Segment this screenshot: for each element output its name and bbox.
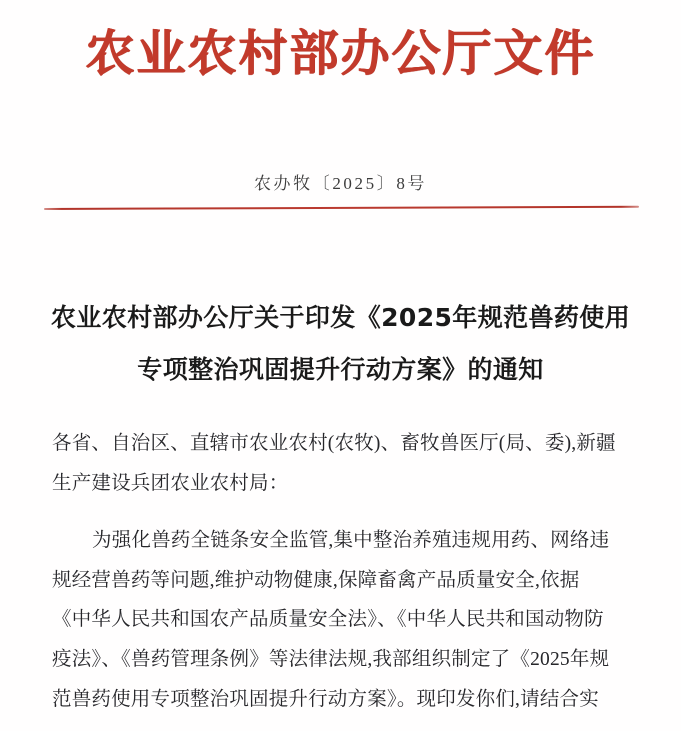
masthead-title: 农业农村部办公厅文件 — [85, 24, 596, 82]
document-title-line-2: 专项整治巩固提升行动方案》的通知 — [137, 355, 544, 384]
body-paragraph-line-1: 为强化兽药全链条安全监管,集中整治养殖违规用药、网络违 — [92, 530, 610, 552]
body-paragraph-line-4: 疫法》、《兽药管理条例》等法律法规,我部组织制定了《2025年规 — [52, 648, 610, 670]
document-number — [0, 171, 681, 197]
body-spacer — [52, 503, 644, 521]
document-number-text: 农办牧〔2025〕8号 — [253, 174, 428, 193]
masthead — [0, 22, 681, 84]
red-rule-line — [44, 206, 639, 210]
body-paragraph-line-2: 规经营兽药等问题,维护动物健康,保障畜禽产品质量安全,依据 — [52, 569, 580, 591]
body-paragraph-line-5: 范兽药使用专项整治巩固提升行动方案》。现印发你们,请结合实 — [52, 688, 599, 710]
document-body — [52, 424, 644, 719]
addressee-line-1: 各省、自治区、直辖市农业农村(农牧)、畜牧兽医厅(局、委),新疆 — [52, 433, 616, 454]
document-title — [40, 292, 641, 396]
document-title-line-1: 农业农村部办公厅关于印发《2025年规范兽药使用 — [50, 303, 631, 332]
addressee-line-2: 生产建设兵团农业农村局： — [52, 472, 289, 494]
body-paragraph-line-3: 《中华人民共和国农产品质量安全法》、《中华人民共和国动物防 — [52, 609, 604, 631]
red-separator-rule — [44, 206, 639, 212]
